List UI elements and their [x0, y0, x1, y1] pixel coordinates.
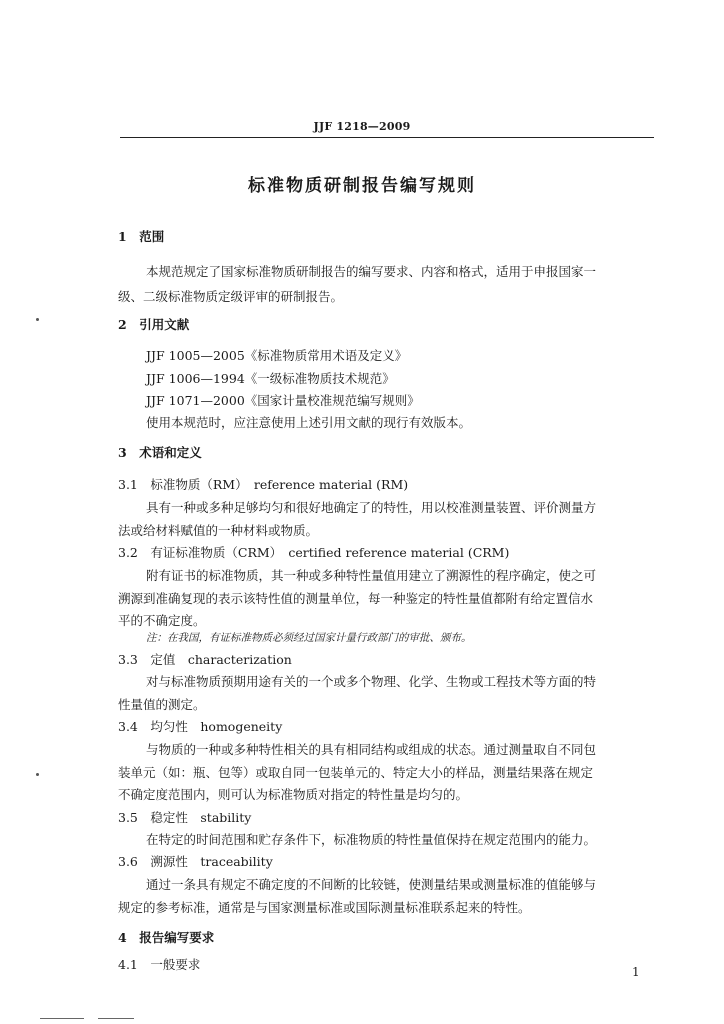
paragraph-line: 规定的参考标准，通常是与国家测量标准或国际测量标准联系起来的特性。 — [118, 900, 531, 915]
reference-item: JJF 1005—2005《标准物质常用术语及定义》 — [146, 348, 408, 363]
term-heading: 4.1 一般要求 — [118, 957, 201, 972]
header-divider — [120, 137, 654, 138]
section-heading-references: 2 引用文献 — [118, 317, 190, 332]
paragraph-line: 不确定度范围内，则可认为标准物质对指定的特性量是均匀的。 — [118, 787, 469, 802]
section-heading-scope: 1 范围 — [118, 229, 165, 244]
paragraph-line: 在特定的时间范围和贮存条件下，标准物质的特性量值保持在规定范围内的能力。 — [146, 832, 597, 847]
section-heading-terms: 3 术语和定义 — [118, 445, 202, 460]
paragraph-line: 装单元（如：瓶、包等）或取自同一包装单元的、特定大小的样品，测量结果落在规定 — [118, 765, 594, 780]
paragraph-line: 平的不确定度。 — [118, 613, 206, 628]
reference-item: JJF 1006—1994《一级标准物质技术规范》 — [146, 371, 395, 386]
term-heading: 3.1 标准物质（RM） reference material (RM) — [118, 477, 409, 492]
paragraph-line: 本规范规定了国家标准物质研制报告的编写要求、内容和格式，适用于申报国家一 — [146, 264, 597, 279]
scan-speck — [36, 773, 39, 776]
paragraph-line: 对与标准物质预期用途有关的一个或多个物理、化学、生物或工程技术等方面的特 — [146, 674, 597, 689]
term-heading: 3.2 有证标准物质（CRM） certified reference material (CRM) — [118, 545, 510, 560]
scan-mark — [40, 1018, 84, 1019]
term-heading: 3.6 溯源性 traceability — [118, 854, 273, 869]
paragraph-line: 使用本规范时，应注意使用上述引用文献的现行有效版本。 — [146, 415, 472, 430]
paragraph-line: 性量值的测定。 — [118, 697, 206, 712]
paragraph-line: 法或给材料赋值的一种材料或物质。 — [118, 523, 319, 538]
document-title: 标准物质研制报告编写规则 — [248, 176, 476, 196]
term-heading: 3.3 定值 characterization — [118, 652, 292, 667]
note-line: 注：在我国，有证标准物质必须经过国家计量行政部门的审批、颁布。 — [146, 632, 472, 644]
paragraph-line: 级、二级标准物质定级评审的研制报告。 — [118, 289, 344, 304]
paragraph-line: 溯源到准确复现的表示该特性值的测量单位，每一种鉴定的特性量值都附有给定置信水 — [118, 591, 594, 606]
section-heading-report: 4 报告编写要求 — [118, 930, 215, 945]
paragraph-line: 与物质的一种或多种特性相关的具有相同结构或组成的状态。通过测量取自不同包 — [146, 742, 597, 757]
paragraph-line: 附有证书的标准物质，其一种或多种特性量值用建立了溯源性的程序确定，使之可 — [146, 568, 597, 583]
term-heading: 3.5 稳定性 stability — [118, 810, 252, 825]
page-number: 1 — [632, 965, 640, 979]
reference-item: JJF 1071—2000《国家计量校准规范编写规则》 — [146, 393, 420, 408]
paragraph-line: 具有一种或多种足够均匀和很好地确定了的特性，用以校准测量装置、评价测量方 — [146, 500, 597, 515]
standard-code-header: JJF 1218—2009 — [313, 120, 411, 133]
paragraph-line: 通过一条具有规定不确定度的不间断的比较链，使测量结果或测量标准的值能够与 — [146, 877, 597, 892]
scan-mark — [98, 1018, 134, 1019]
term-heading: 3.4 均匀性 homogeneity — [118, 719, 283, 734]
scan-speck — [36, 318, 39, 321]
